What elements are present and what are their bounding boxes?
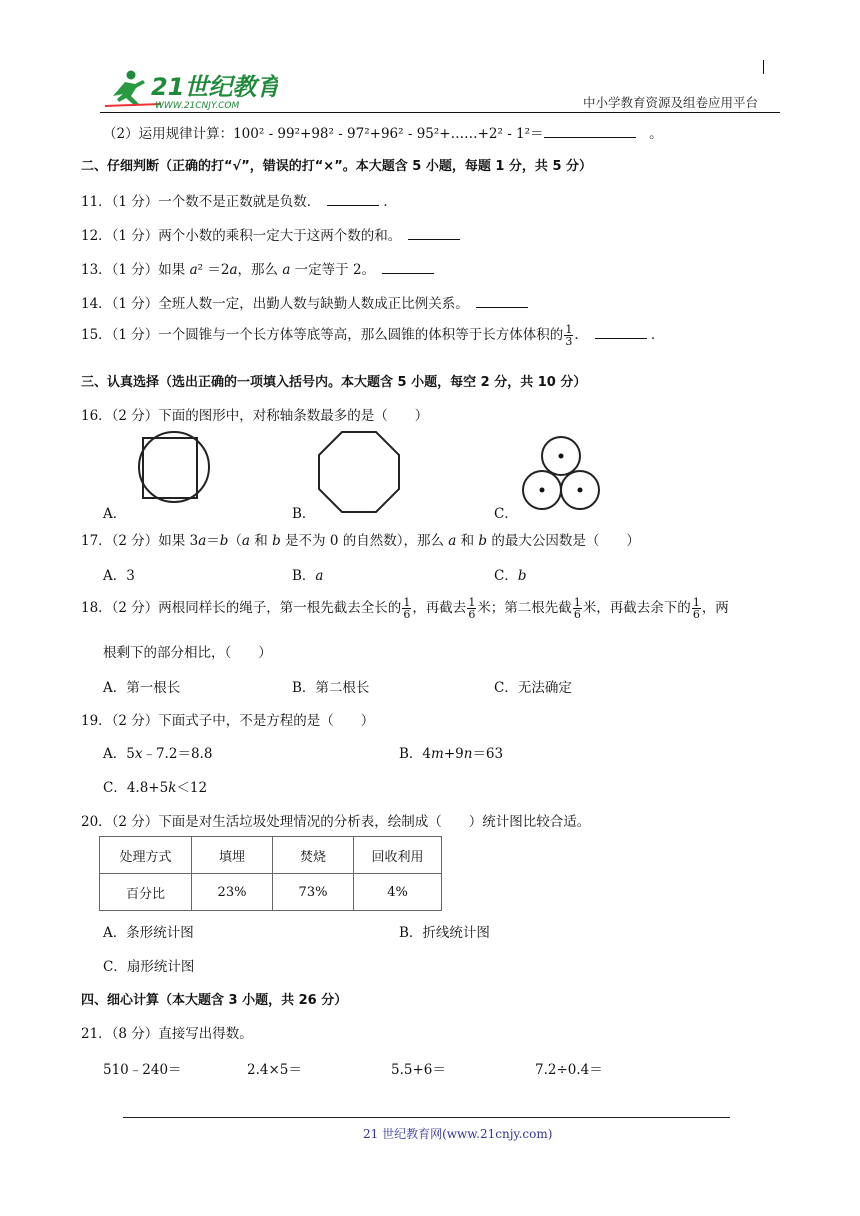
answer-blank[interactable]: [595, 324, 647, 339]
q13-var: a: [189, 262, 198, 278]
answer-blank[interactable]: [382, 259, 434, 274]
answer-blank[interactable]: [408, 225, 460, 240]
q10-prefix: （2）运用规律计算：: [103, 126, 234, 142]
q14-text: 14．（1 分）全班人数一定，出勤人数与缺勤人数成正比例关系。: [81, 296, 463, 312]
calc-item: 5.5+6＝: [391, 1062, 446, 1078]
question-18: 18．（2 分）两根同样长的绳子，第一根先截去全长的 $\frac{1}{6}$ ，再截去 $\frac{1}{6}$ 米；第二根先截 $\frac{1}{6}$ 米，再截去余下的 $\frac{1}{6}$ ，两: [81, 596, 729, 621]
footer-site: 21 世纪教育网(www.21cnjy.com): [363, 1127, 553, 1141]
fraction-one-sixth: $\frac{1}{6}$: [468, 596, 476, 621]
q15-text: 15．（1 分）一个圆锥与一个长方体等底等高，那么圆锥的体积等于长方体体积的: [81, 327, 564, 343]
section-4-heading: 四、细心计算（本大题含 3 小题，共 26 分）: [81, 993, 348, 1008]
q15-end: ．: [574, 327, 582, 343]
table-cell: 23%: [192, 874, 273, 911]
q16-option-a[interactable]: A．: [103, 506, 127, 522]
q10-expression: 100² - 99²+98² - 97²+96² - 95²+……+2² - 1²＝: [233, 126, 544, 142]
svg-text:21世纪教育: 21世纪教育: [151, 73, 278, 101]
q20-option-a[interactable]: A．条形统计图: [103, 925, 194, 941]
table-cell: 4%: [354, 874, 442, 911]
fraction-one-sixth: $\frac{1}{6}$: [573, 596, 581, 621]
q18-option-a[interactable]: A．第一根长: [103, 680, 181, 696]
answer-blank[interactable]: [476, 293, 528, 308]
table-cell: 73%: [273, 874, 354, 911]
fraction-one-third: $\frac{1}{3}$: [565, 323, 573, 348]
q19-option-a[interactable]: A．5x﹣7.2＝8.8: [103, 746, 213, 762]
question-13: [81, 258, 434, 278]
calc-item: 2.4×5＝: [247, 1062, 302, 1078]
q17-option-a[interactable]: A．3: [103, 568, 135, 584]
q13-var: a: [282, 262, 291, 278]
q13-text: 一定等于 2。: [290, 262, 369, 278]
answer-blank[interactable]: [544, 123, 636, 138]
footer-rule: [123, 1117, 730, 1118]
q17-option-c[interactable]: C．b: [494, 568, 527, 584]
q18-line-2: 根剩下的部分相比，（ ）: [103, 645, 272, 661]
platform-name: 中小学教育资源及组卷应用平台: [583, 95, 759, 110]
q13-text: ，那么: [237, 262, 283, 278]
answer-blank[interactable]: [327, 191, 379, 206]
q17-option-b[interactable]: B．a: [292, 568, 324, 584]
table-cell: 处理方式: [100, 837, 192, 874]
fraction-one-sixth: $\frac{1}{6}$: [403, 596, 411, 621]
q13-var: a: [229, 262, 238, 278]
svg-text:WWW.21CNJY.COM: WWW.21CNJY.COM: [155, 101, 240, 110]
q11-text: 11．（1 分）一个数不是正数就是负数．: [81, 194, 314, 210]
question-16: 16．（2 分）下面的图形中，对称轴条数最多的是（ ）: [81, 408, 429, 424]
question-20: 20．（2 分）下面是对生活垃圾处理情况的分析表，绘制成（ ）统计图比较合适。: [81, 814, 591, 830]
q12-text: 12．（1 分）两个小数的乘积一定大于这两个数的和。: [81, 228, 395, 244]
fraction-one-sixth: $\frac{1}{6}$: [692, 596, 700, 621]
table-cell: 回收利用: [354, 837, 442, 874]
question-19: 19．（2 分）下面式子中，不是方程的是（ ）: [81, 713, 375, 729]
calc-item: 510﹣240＝: [103, 1062, 182, 1078]
question-14: [81, 292, 528, 312]
runner-logo-icon: [103, 68, 278, 110]
question-11: 11．（1 分）一个数不是正数就是负数． ．: [81, 190, 397, 210]
q18-option-c[interactable]: C．无法确定: [494, 680, 572, 696]
q20-option-c[interactable]: C．扇形统计图: [103, 959, 195, 975]
q10-suffix: 。: [649, 126, 663, 142]
q18-option-b[interactable]: B．第二根长: [292, 680, 370, 696]
table-row: [100, 874, 442, 911]
section-2-heading: 二、仔细判断（正确的打“√”，错误的打“×”。本大题含 5 小题，每题 1 分，共 5 分）: [81, 159, 593, 174]
octagon-figure: [317, 430, 401, 514]
q20-option-b[interactable]: B．折线统计图: [399, 925, 490, 941]
site-logo: [103, 68, 278, 110]
table-cell: 焚烧: [273, 837, 354, 874]
circle-with-square-figure: [128, 430, 220, 510]
question-15: 15．（1 分）一个圆锥与一个长方体等底等高，那么圆锥的体积等于长方体体积的 $\frac{1}{3}$ ． ．: [81, 323, 665, 348]
q16-option-b[interactable]: B．: [292, 506, 316, 522]
q19-option-c[interactable]: C．4.8+5k＜12: [103, 780, 208, 796]
question-17: 17．（2 分）如果 3a＝b（a 和 b 是不为 0 的自然数），那么 a 和 b 的最大公因数是（ ）: [81, 533, 640, 549]
three-circles-figure: [518, 435, 604, 513]
question-12: [81, 224, 460, 244]
q13-text: 13．（1 分）如果: [81, 262, 190, 278]
table-cell: 填埋: [192, 837, 273, 874]
section-3-heading: 三、认真选择（选出正确的一项填入括号内。本大题含 5 小题，每空 2 分，共 10 分）: [81, 375, 587, 390]
q13-text: ² ＝2: [197, 262, 230, 278]
table-cell: 百分比: [100, 874, 192, 911]
header-rule: [100, 112, 780, 113]
table-header-row: [100, 837, 442, 874]
question-21: 21．（8 分）直接写出得数。: [81, 1026, 253, 1042]
waste-treatment-table: [99, 836, 442, 911]
calc-item: 7.2÷0.4＝: [535, 1062, 603, 1078]
q19-option-b[interactable]: B．4m+9n＝63: [399, 746, 504, 762]
header-divider: [763, 60, 764, 74]
question-10-2: [103, 122, 663, 142]
q16-option-c[interactable]: C．: [494, 506, 518, 522]
